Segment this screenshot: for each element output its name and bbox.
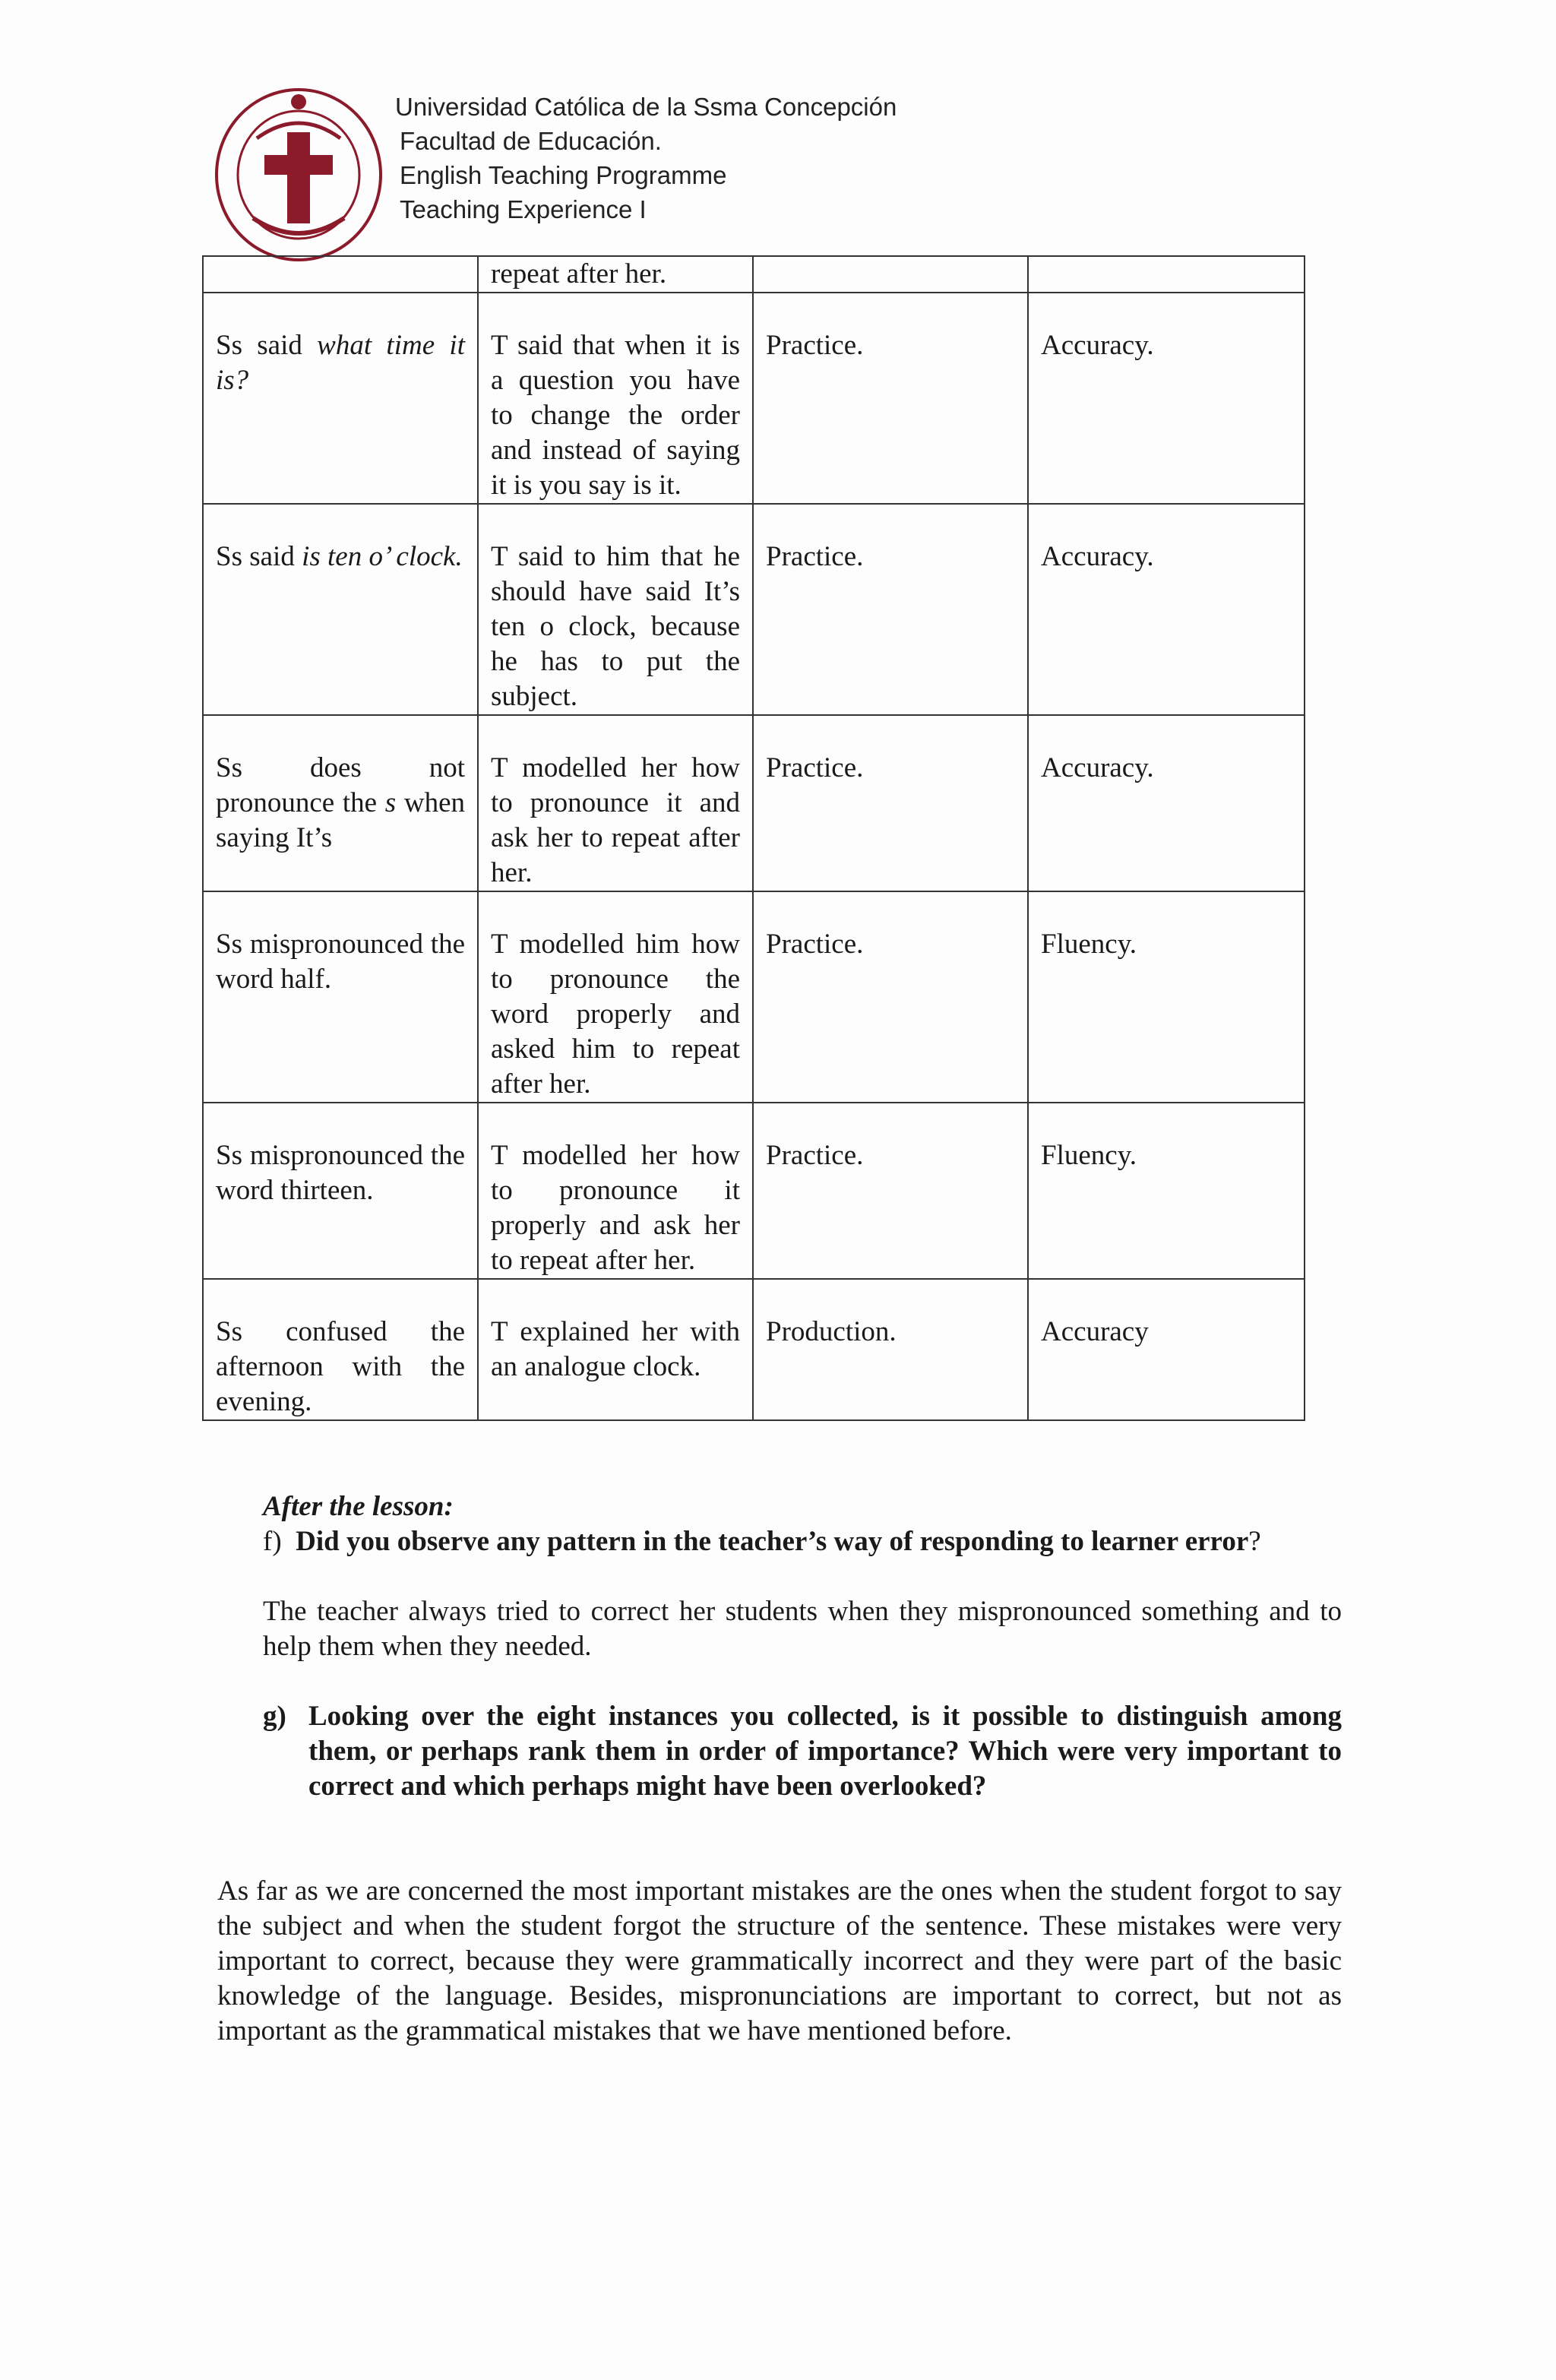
response-text: T said that when it is a question you have to change the order and instead of saying it is you say is it. <box>491 330 740 501</box>
table-row <box>203 504 1305 715</box>
stage-cell <box>753 256 1028 293</box>
focus-cell <box>1028 1103 1305 1279</box>
answer-g: As far as we are concerned the most important mistakes are the ones when the student forgot to say the subject and when the student forgot the structure of the sentence. These mistakes were very important to correct, because they were grammatically incorrect and they were part of the basic knowledge of the language. Besides, mispronunciations are important to correct, but not as important as the grammatical mistakes that we have mentioned before. <box>217 1875 1342 2046</box>
university-seal-logo <box>211 85 386 267</box>
stage-cell <box>753 504 1028 715</box>
response-text: T modelled her how to pronounce it properly and ask her to repeat after her. <box>491 1140 740 1276</box>
error-text-part: when saying It’s <box>216 787 465 853</box>
focus-cell <box>1028 715 1305 891</box>
stage-cell <box>753 715 1028 891</box>
section-heading: After the lesson: <box>263 1491 454 1522</box>
institution-header <box>395 90 897 226</box>
table-row <box>203 891 1305 1103</box>
response-cell <box>478 504 753 715</box>
focus-text: Fluency. <box>1041 929 1137 960</box>
error-cell <box>203 715 478 891</box>
stage-text: Production. <box>766 1316 897 1347</box>
focus-text: Accuracy <box>1041 1316 1149 1347</box>
focus-text: Accuracy. <box>1041 752 1154 783</box>
stage-text: Practice. <box>766 1140 864 1171</box>
error-text-part: Ss said <box>216 541 302 572</box>
programme-name: English Teaching Programme <box>400 161 727 189</box>
error-quote: s <box>384 787 397 818</box>
table-row <box>203 715 1305 891</box>
error-quote: is ten o’ clock. <box>302 541 463 572</box>
error-text <box>216 540 465 574</box>
error-text <box>216 751 465 856</box>
focus-cell <box>1028 891 1305 1103</box>
stage-cell <box>753 1103 1028 1279</box>
stage-cell <box>753 1279 1028 1420</box>
question-text: Looking over the eight instances you collected, is it possible to distinguish among them, or perhaps rank them in order of importance? Which were very important to correct and which perhaps might have been overlooked? <box>308 1701 1342 1802</box>
stage-cell <box>753 293 1028 504</box>
error-text <box>216 927 465 997</box>
focus-cell <box>1028 293 1305 504</box>
stage-cell <box>753 891 1028 1103</box>
error-text-part: Ss does not pronounce the <box>216 752 465 818</box>
error-cell <box>203 293 478 504</box>
table-row <box>203 1279 1305 1420</box>
response-text: repeat after her. <box>491 258 667 290</box>
error-text-part: Ss mispronounced the word thirteen. <box>216 1140 465 1206</box>
answer-f: The teacher always tried to correct her students when they mispronounced something and to help them when they needed. <box>263 1596 1342 1662</box>
university-name: Universidad Católica de la Ssma Concepción <box>395 93 897 121</box>
error-cell <box>203 1279 478 1420</box>
response-cell <box>478 1279 753 1420</box>
response-cell <box>478 293 753 504</box>
error-cell <box>203 1103 478 1279</box>
stage-text: Practice. <box>766 330 864 361</box>
after-lesson-section <box>263 1489 1342 1804</box>
response-cell <box>478 256 753 293</box>
response-text: T explained her with an analogue clock. <box>491 1316 740 1382</box>
learner-error-table <box>202 255 1305 1421</box>
error-text <box>216 1315 465 1419</box>
response-cell <box>478 1103 753 1279</box>
focus-cell <box>1028 1279 1305 1420</box>
focus-text: Accuracy. <box>1041 330 1154 361</box>
question-mark: ? <box>1248 1526 1261 1557</box>
error-text <box>216 1138 465 1208</box>
response-cell <box>478 891 753 1103</box>
response-text: T said to him that he should have said It’s ten o clock, because he has to put the subject. <box>491 541 740 712</box>
error-text <box>216 328 465 398</box>
focus-cell <box>1028 504 1305 715</box>
response-text: T modelled her how to pronounce it and ask her to repeat after her. <box>491 752 740 888</box>
stage-text: Practice. <box>766 541 864 572</box>
question-g <box>263 1699 1342 1804</box>
table-row <box>203 256 1305 293</box>
response-text: T modelled him how to pronounce the word properly and asked him to repeat after her. <box>491 929 740 1100</box>
error-cell <box>203 256 478 293</box>
error-quote: what time it is? <box>216 330 465 396</box>
stage-text: Practice. <box>766 752 864 783</box>
question-text: Did you observe any pattern in the teacher’s way of responding to learner error <box>296 1526 1249 1557</box>
course-name: Teaching Experience I <box>400 195 647 223</box>
error-cell <box>203 891 478 1103</box>
error-text-part: Ss mispronounced the word half. <box>216 929 465 995</box>
focus-text: Accuracy. <box>1041 541 1154 572</box>
error-text-part: Ss said <box>216 330 318 361</box>
stage-text: Practice. <box>766 929 864 960</box>
table-row <box>203 1103 1305 1279</box>
faculty-name: Facultad de Educación. <box>400 127 662 155</box>
response-cell <box>478 715 753 891</box>
table-row <box>203 293 1305 504</box>
error-text-part: Ss confused the afternoon with the evening. <box>216 1316 465 1417</box>
focus-cell <box>1028 256 1305 293</box>
focus-text: Fluency. <box>1041 1140 1137 1171</box>
question-f <box>263 1524 1342 1559</box>
question-number: g) <box>263 1701 286 1732</box>
error-cell <box>203 504 478 715</box>
question-number: f) <box>263 1526 282 1557</box>
